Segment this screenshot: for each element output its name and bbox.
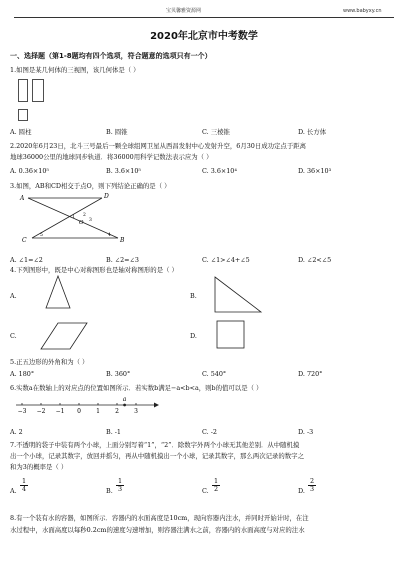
question-8-stem-line-2: 水过程中，水面高度以每秒0.2cm的速度匀速增加，则容器注满水之前，容器内的水面高度与对应的注水: [10, 526, 305, 534]
q3-label-c: C: [22, 237, 27, 244]
q4-option-a-label: A.: [10, 292, 17, 300]
q6-tick-label: 3: [134, 408, 138, 415]
question-7-stem-line-2: 出一个小球，记录其数字，放回并摇匀，再从中随机摸出一个小球，记录其数字，那么两次记录的数字之: [10, 452, 304, 460]
q6-point-a-marker: [123, 404, 126, 407]
q7-option-d-denominator: 3: [309, 485, 315, 494]
q4-option-c-label: C.: [10, 332, 17, 340]
q6-point-a-label: a: [122, 396, 127, 403]
page-title: 2020年北京市中考数学: [150, 31, 258, 42]
section-heading: 一、选择题（第1-8题均有四个选项，符合题意的选项只有一个）: [10, 52, 212, 60]
q6-tick-label: −3: [17, 408, 27, 415]
q7-option-b-fraction: [116, 478, 124, 493]
q7-option-c-fraction: [212, 478, 220, 493]
question-8-stem-line-1: 8.有一个装有水的容器，如图所示．容器内的水面高度是10cm，现向容器内注水，并同时开始计时，在注: [10, 514, 309, 522]
q7-option-a-letter: A.: [10, 487, 17, 495]
q3-option-a: A. ∠1=∠2: [10, 256, 43, 264]
question-7-stem-line-3: 和为3的概率是（ ）: [10, 463, 68, 471]
q4-right-triangle-figure: [214, 276, 264, 316]
q3-label-o: O: [79, 220, 84, 226]
q6-tick-label: −2: [36, 408, 46, 415]
q3-label-a: A: [20, 195, 25, 202]
q7-option-a-fraction: [20, 478, 28, 493]
q3-option-d: D. ∠2<∠5: [298, 256, 332, 264]
q5-option-b: B. 360°: [106, 370, 131, 378]
q6-tick-label: 2: [115, 408, 119, 415]
header-site-url: www.babyxy.cn: [343, 8, 382, 14]
q3-label-d: D: [104, 193, 109, 200]
question-7-stem-line-1: 7.不透明的袋子中装有两个小球，上面分别写着“1”，“2”．除数字外两个小球无其他差别．从中随机摸: [10, 441, 300, 449]
q6-number-line-figure: [14, 396, 164, 422]
q6-option-b: B. -1: [106, 428, 121, 436]
q4-triangle-figure: [44, 275, 74, 310]
q7-option-b-numerator: 1: [117, 477, 123, 485]
q3-label-b: B: [120, 237, 125, 244]
q1-option-d: D. 长方体: [298, 128, 327, 136]
question-5-stem: 5.正五边形的外角和为（ ）: [10, 358, 89, 366]
q3-angle-3: 3: [89, 218, 92, 223]
q5-option-a: A. 180°: [10, 370, 35, 378]
header-divider: [14, 17, 394, 18]
q1-option-b: B. 圆锥: [106, 128, 128, 136]
q1-three-views-figure: [18, 79, 58, 149]
q7-option-d-letter: D.: [298, 487, 305, 495]
q6-tick-label: 0: [77, 408, 81, 415]
question-3-stem: 3.如图，AB和CD相交于点O，则下列结论正确的是（ ）: [10, 182, 171, 190]
q1-option-a: A. 圆柱: [10, 128, 32, 136]
q5-option-d: D. 720°: [298, 370, 323, 378]
q7-option-c-numerator: 1: [213, 477, 219, 485]
q2-option-a: A. 0.36×10⁵: [10, 167, 49, 175]
question-2-stem-line-1: 2.2020年6月23日，北斗三号最后一颗全球组网卫星从西昌发射中心发射升空，6月30日成功定点于距离: [10, 142, 306, 150]
q7-option-a-numerator: 1: [21, 477, 27, 485]
q2-option-d: D. 36×10³: [298, 167, 332, 175]
q3-angle-1: 1: [72, 215, 75, 220]
question-2-stem-line-2: 地球36000公里的地球同步轨道．将36000用科学记数法表示应为（ ）: [10, 153, 213, 161]
q4-parallelogram-figure: [40, 322, 90, 352]
q7-option-b-denominator: 3: [117, 485, 123, 494]
q4-option-d-label: D.: [190, 332, 197, 340]
q5-option-c: C. 540°: [202, 370, 227, 378]
q7-option-d-fraction: [308, 478, 316, 493]
question-1-stem: 1.如图是某几何体的三视图，该几何体是（ ）: [10, 66, 140, 74]
q3-intersecting-lines-figure: [14, 192, 134, 252]
q6-option-c: C. -2: [202, 428, 217, 436]
q7-option-a-denominator: 4: [21, 485, 27, 494]
q6-option-a: A. 2: [10, 428, 23, 436]
q7-option-d-numerator: 2: [309, 477, 315, 485]
q2-option-c: C. 3.6×10⁴: [202, 167, 237, 175]
q3-angle-5: 5: [40, 233, 43, 238]
q3-angle-4: 4: [108, 233, 111, 238]
header-site-name: 宝贝馨雅资源网: [166, 8, 202, 14]
q6-option-d: D. -3: [298, 428, 314, 436]
q3-angle-2: 2: [83, 213, 86, 218]
q4-option-b-label: B.: [190, 292, 197, 300]
q7-option-b-letter: B.: [106, 487, 113, 495]
q6-tick-label: −1: [55, 408, 65, 415]
q2-option-b: B. 3.6×10⁵: [106, 167, 141, 175]
q4-square-figure: [216, 320, 248, 352]
q1-option-c: C. 三棱锥: [202, 128, 230, 136]
q6-tick-label: 1: [96, 408, 100, 415]
question-4-stem: 4.下列图形中，既是中心对称图形也是轴对称图形的是（ ）: [10, 266, 178, 274]
q7-option-c-letter: C.: [202, 487, 209, 495]
q3-option-b: B. ∠2=∠3: [106, 256, 139, 264]
q7-option-c-denominator: 2: [213, 485, 219, 494]
question-6-stem: 6.实数a在数轴上的对应点的位置如图所示．若实数b满足−a<b<a，则b的值可以是（ ）: [10, 384, 263, 392]
q3-option-c: C. ∠1>∠4+∠5: [202, 256, 250, 264]
